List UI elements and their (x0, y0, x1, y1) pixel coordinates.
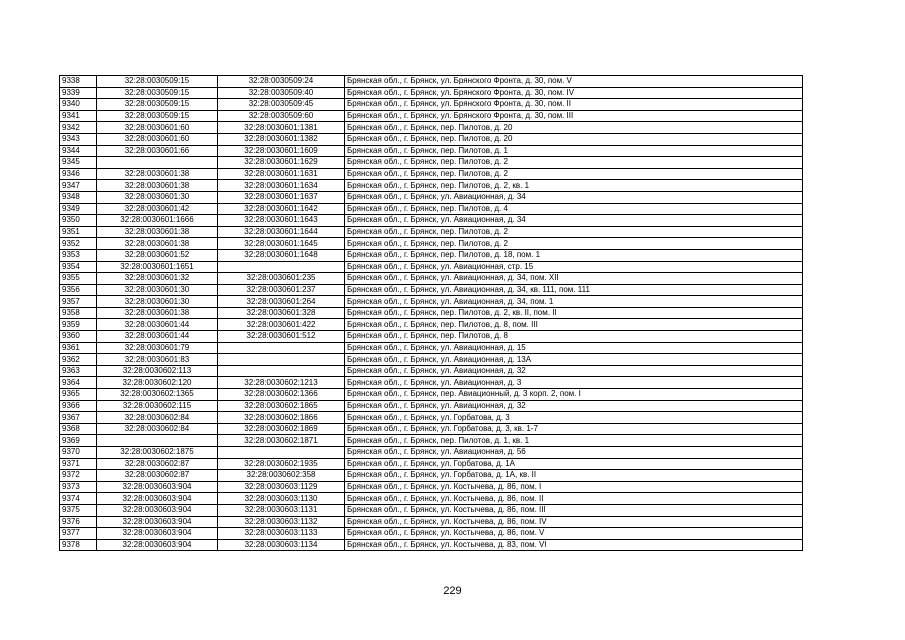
address-cell: Брянская обл., г. Брянск, ул. Авиационная, д. 34, пом. 1 (345, 296, 803, 308)
row-number-cell: 9340 (60, 99, 97, 111)
land-cadastral-number-cell: 32:28:0030603:904 (97, 481, 218, 493)
address-cell: Брянская обл., г. Брянск, ул. Брянского Фронта, д. 30, пом. V (345, 76, 803, 88)
row-number-cell: 9369 (60, 435, 97, 447)
land-cadastral-number-cell: 32:28:0030601:38 (97, 307, 218, 319)
land-cadastral-number-cell (97, 157, 218, 169)
object-cadastral-number-cell: 32:28:0030509:40 (218, 87, 345, 99)
row-number-cell: 9366 (60, 400, 97, 412)
object-cadastral-number-cell: 32:28:0030601:1634 (218, 180, 345, 192)
page-number: 229 (443, 585, 462, 597)
table-row (60, 307, 803, 319)
address-cell: Брянская обл., г. Брянск, пер. Пилотов, д. 2, кв. 1 (345, 180, 803, 192)
row-number-cell: 9354 (60, 261, 97, 273)
land-cadastral-number-cell: 32:28:0030601:60 (97, 133, 218, 145)
row-number-cell: 9338 (60, 76, 97, 88)
table-row (60, 435, 803, 447)
table-row (60, 377, 803, 389)
table-row (60, 284, 803, 296)
land-cadastral-number-cell: 32:28:0030601:52 (97, 249, 218, 261)
land-cadastral-number-cell: 32:28:0030601:79 (97, 342, 218, 354)
land-cadastral-number-cell: 32:28:0030601:38 (97, 180, 218, 192)
object-cadastral-number-cell: 32:28:0030601:237 (218, 284, 345, 296)
address-cell: Брянская обл., г. Брянск, пер. Пилотов, д. 1 (345, 145, 803, 157)
land-cadastral-number-cell: 32:28:0030603:904 (97, 504, 218, 516)
land-cadastral-number-cell: 32:28:0030602:87 (97, 470, 218, 482)
object-cadastral-number-cell: 32:28:0030601:1629 (218, 157, 345, 169)
table-row (60, 157, 803, 169)
address-cell: Брянская обл., г. Брянск, пер. Пилотов, д. 2 (345, 238, 803, 250)
land-cadastral-number-cell: 32:28:0030509:15 (97, 76, 218, 88)
row-number-cell: 9357 (60, 296, 97, 308)
address-cell: Брянская обл., г. Брянск, ул. Авиационная, д. 34 (345, 215, 803, 227)
table-row (60, 319, 803, 331)
table-row (60, 122, 803, 134)
row-number-cell: 9372 (60, 470, 97, 482)
object-cadastral-number-cell: 32:28:0030601:1645 (218, 238, 345, 250)
land-cadastral-number-cell: 32:28:0030602:84 (97, 412, 218, 424)
land-cadastral-number-cell: 32:28:0030602:87 (97, 458, 218, 470)
row-number-cell: 9370 (60, 447, 97, 459)
table-row (60, 342, 803, 354)
address-cell: Брянская обл., г. Брянск, ул. Авиационная, д. 34 (345, 191, 803, 203)
address-cell: Брянская обл., г. Брянск, пер. Пилотов, д. 18, пом. 1 (345, 249, 803, 261)
table-row (60, 133, 803, 145)
object-cadastral-number-cell (218, 354, 345, 366)
object-cadastral-number-cell: 32:28:0030509:45 (218, 99, 345, 111)
table-row (60, 99, 803, 111)
object-cadastral-number-cell: 32:28:0030601:512 (218, 331, 345, 343)
row-number-cell: 9339 (60, 87, 97, 99)
row-number-cell: 9348 (60, 191, 97, 203)
table-row (60, 226, 803, 238)
table-row (60, 180, 803, 192)
table-row (60, 76, 803, 88)
table-row (60, 504, 803, 516)
row-number-cell: 9345 (60, 157, 97, 169)
address-cell: Брянская обл., г. Брянск, ул. Костычева, д. 86, пом. III (345, 504, 803, 516)
address-cell: Брянская обл., г. Брянск, ул. Авиационная, д. 13А (345, 354, 803, 366)
address-cell: Брянская обл., г. Брянск, ул. Костычева, д. 86, пом. I (345, 481, 803, 493)
table-row (60, 528, 803, 540)
land-cadastral-number-cell: 32:28:0030603:904 (97, 539, 218, 551)
table-row (60, 365, 803, 377)
table-row (60, 296, 803, 308)
land-cadastral-number-cell: 32:28:0030601:30 (97, 284, 218, 296)
address-cell: Брянская обл., г. Брянск, ул. Горбатова, д. 1А, кв. II (345, 470, 803, 482)
table-row (60, 354, 803, 366)
address-cell: Брянская обл., г. Брянск, пер. Пилотов, д. 1, кв. 1 (345, 435, 803, 447)
row-number-cell: 9378 (60, 539, 97, 551)
registry-table (59, 75, 803, 551)
table-row (60, 215, 803, 227)
table-row (60, 273, 803, 285)
object-cadastral-number-cell: 32:28:0030601:235 (218, 273, 345, 285)
land-cadastral-number-cell: 32:28:0030603:904 (97, 516, 218, 528)
object-cadastral-number-cell: 32:28:0030601:1637 (218, 191, 345, 203)
address-cell: Брянская обл., г. Брянск, ул. Брянского Фронта, д. 30, пом. IV (345, 87, 803, 99)
row-number-cell: 9351 (60, 226, 97, 238)
address-cell: Брянская обл., г. Брянск, пер. Авиационный, д. 3 корп. 2, пом. I (345, 389, 803, 401)
row-number-cell: 9349 (60, 203, 97, 215)
table-row (60, 261, 803, 273)
land-cadastral-number-cell: 32:28:0030603:904 (97, 528, 218, 540)
object-cadastral-number-cell: 32:28:0030603:1130 (218, 493, 345, 505)
land-cadastral-number-cell: 32:28:0030601:30 (97, 296, 218, 308)
object-cadastral-number-cell: 32:28:0030603:1129 (218, 481, 345, 493)
row-number-cell: 9363 (60, 365, 97, 377)
table-row (60, 458, 803, 470)
object-cadastral-number-cell: 32:28:0030602:1935 (218, 458, 345, 470)
object-cadastral-number-cell: 32:28:0030602:1865 (218, 400, 345, 412)
row-number-cell: 9362 (60, 354, 97, 366)
land-cadastral-number-cell: 32:28:0030601:38 (97, 168, 218, 180)
address-cell: Брянская обл., г. Брянск, пер. Пилотов, д. 2, кв. II, пом. II (345, 307, 803, 319)
row-number-cell: 9374 (60, 493, 97, 505)
object-cadastral-number-cell (218, 447, 345, 459)
address-cell: Брянская обл., г. Брянск, ул. Горбатова, д. 3, кв. 1-7 (345, 423, 803, 435)
land-cadastral-number-cell: 32:28:0030602:1365 (97, 389, 218, 401)
address-cell: Брянская обл., г. Брянск, ул. Авиационная, стр. 15 (345, 261, 803, 273)
table-row (60, 481, 803, 493)
object-cadastral-number-cell: 32:28:0030603:1133 (218, 528, 345, 540)
address-cell: Брянская обл., г. Брянск, пер. Пилотов, д. 2 (345, 226, 803, 238)
address-cell: Брянская обл., г. Брянск, пер. Пилотов, д. 8 (345, 331, 803, 343)
address-cell: Брянская обл., г. Брянск, пер. Пилотов, д. 8, пом. III (345, 319, 803, 331)
row-number-cell: 9341 (60, 110, 97, 122)
address-cell: Брянская обл., г. Брянск, ул. Авиационная, д. 32 (345, 400, 803, 412)
land-cadastral-number-cell: 32:28:0030602:84 (97, 423, 218, 435)
object-cadastral-number-cell (218, 261, 345, 273)
address-cell: Брянская обл., г. Брянск, ул. Горбатова, д. 3 (345, 412, 803, 424)
address-cell: Брянская обл., г. Брянск, ул. Брянского Фронта, д. 30, пом. II (345, 99, 803, 111)
address-cell: Брянская обл., г. Брянск, ул. Горбатова, д. 1А (345, 458, 803, 470)
table-row (60, 389, 803, 401)
table-row (60, 110, 803, 122)
row-number-cell: 9343 (60, 133, 97, 145)
land-cadastral-number-cell: 32:28:0030601:38 (97, 226, 218, 238)
table-row (60, 87, 803, 99)
land-cadastral-number-cell: 32:28:0030603:904 (97, 493, 218, 505)
land-cadastral-number-cell: 32:28:0030601:83 (97, 354, 218, 366)
address-cell: Брянская обл., г. Брянск, пер. Пилотов, д. 20 (345, 133, 803, 145)
table-row (60, 412, 803, 424)
row-number-cell: 9368 (60, 423, 97, 435)
row-number-cell: 9347 (60, 180, 97, 192)
row-number-cell: 9365 (60, 389, 97, 401)
row-number-cell: 9358 (60, 307, 97, 319)
land-cadastral-number-cell: 32:28:0030601:66 (97, 145, 218, 157)
land-cadastral-number-cell: 32:28:0030601:32 (97, 273, 218, 285)
land-cadastral-number-cell: 32:28:0030601:30 (97, 191, 218, 203)
land-cadastral-number-cell: 32:28:0030601:38 (97, 238, 218, 250)
address-cell: Брянская обл., г. Брянск, ул. Авиационная, д. 15 (345, 342, 803, 354)
row-number-cell: 9376 (60, 516, 97, 528)
object-cadastral-number-cell: 32:28:0030602:1366 (218, 389, 345, 401)
land-cadastral-number-cell: 32:28:0030601:1651 (97, 261, 218, 273)
object-cadastral-number-cell: 32:28:0030509:60 (218, 110, 345, 122)
address-cell: Брянская обл., г. Брянск, ул. Авиационная, д. 56 (345, 447, 803, 459)
object-cadastral-number-cell: 32:28:0030601:1643 (218, 215, 345, 227)
address-cell: Брянская обл., г. Брянск, пер. Пилотов, д. 2 (345, 168, 803, 180)
object-cadastral-number-cell: 32:28:0030601:1648 (218, 249, 345, 261)
table-row (60, 191, 803, 203)
object-cadastral-number-cell: 32:28:0030601:422 (218, 319, 345, 331)
land-cadastral-number-cell: 32:28:0030509:15 (97, 87, 218, 99)
object-cadastral-number-cell: 32:28:0030602:1869 (218, 423, 345, 435)
address-cell: Брянская обл., г. Брянск, ул. Костычева, д. 86, пом. IV (345, 516, 803, 528)
row-number-cell: 9346 (60, 168, 97, 180)
object-cadastral-number-cell: 32:28:0030601:1644 (218, 226, 345, 238)
table-row (60, 203, 803, 215)
object-cadastral-number-cell: 32:28:0030602:1213 (218, 377, 345, 389)
address-cell: Брянская обл., г. Брянск, пер. Пилотов, д. 4 (345, 203, 803, 215)
land-cadastral-number-cell: 32:28:0030601:42 (97, 203, 218, 215)
land-cadastral-number-cell: 32:28:0030602:120 (97, 377, 218, 389)
row-number-cell: 9373 (60, 481, 97, 493)
row-number-cell: 9353 (60, 249, 97, 261)
object-cadastral-number-cell: 32:28:0030603:1134 (218, 539, 345, 551)
object-cadastral-number-cell: 32:28:0030603:1132 (218, 516, 345, 528)
table-row (60, 400, 803, 412)
address-cell: Брянская обл., г. Брянск, ул. Авиационная, д. 32 (345, 365, 803, 377)
address-cell: Брянская обл., г. Брянск, ул. Авиационная, д. 34, пом. XII (345, 273, 803, 285)
row-number-cell: 9352 (60, 238, 97, 250)
address-cell: Брянская обл., г. Брянск, ул. Брянского Фронта, д. 30, пом. III (345, 110, 803, 122)
address-cell: Брянская обл., г. Брянск, пер. Пилотов, д. 2 (345, 157, 803, 169)
object-cadastral-number-cell: 32:28:0030601:1382 (218, 133, 345, 145)
object-cadastral-number-cell: 32:28:0030603:1131 (218, 504, 345, 516)
table-row (60, 470, 803, 482)
object-cadastral-number-cell: 32:28:0030601:328 (218, 307, 345, 319)
row-number-cell: 9344 (60, 145, 97, 157)
row-number-cell: 9364 (60, 377, 97, 389)
table-row (60, 447, 803, 459)
address-cell: Брянская обл., г. Брянск, ул. Костычева, д. 86, пом. V (345, 528, 803, 540)
table-row (60, 493, 803, 505)
object-cadastral-number-cell (218, 342, 345, 354)
object-cadastral-number-cell: 32:28:0030601:1381 (218, 122, 345, 134)
table-row (60, 145, 803, 157)
object-cadastral-number-cell: 32:28:0030601:1631 (218, 168, 345, 180)
table-row (60, 516, 803, 528)
object-cadastral-number-cell: 32:28:0030602:1866 (218, 412, 345, 424)
table-row (60, 238, 803, 250)
land-cadastral-number-cell: 32:28:0030601:44 (97, 319, 218, 331)
row-number-cell: 9367 (60, 412, 97, 424)
land-cadastral-number-cell: 32:28:0030509:15 (97, 99, 218, 111)
object-cadastral-number-cell: 32:28:0030601:264 (218, 296, 345, 308)
land-cadastral-number-cell: 32:28:0030602:113 (97, 365, 218, 377)
land-cadastral-number-cell: 32:28:0030602:1875 (97, 447, 218, 459)
land-cadastral-number-cell: 32:28:0030601:1666 (97, 215, 218, 227)
address-cell: Брянская обл., г. Брянск, ул. Авиационная, д. 3 (345, 377, 803, 389)
row-number-cell: 9360 (60, 331, 97, 343)
row-number-cell: 9371 (60, 458, 97, 470)
address-cell: Брянская обл., г. Брянск, ул. Костычева, д. 83, пом. VI (345, 539, 803, 551)
land-cadastral-number-cell: 32:28:0030602:115 (97, 400, 218, 412)
row-number-cell: 9355 (60, 273, 97, 285)
table-row (60, 539, 803, 551)
object-cadastral-number-cell: 32:28:0030601:1642 (218, 203, 345, 215)
table-row (60, 249, 803, 261)
object-cadastral-number-cell: 32:28:0030601:1609 (218, 145, 345, 157)
land-cadastral-number-cell: 32:28:0030509:15 (97, 110, 218, 122)
table-row (60, 168, 803, 180)
land-cadastral-number-cell (97, 435, 218, 447)
address-cell: Брянская обл., г. Брянск, пер. Пилотов, д. 20 (345, 122, 803, 134)
row-number-cell: 9342 (60, 122, 97, 134)
table-row (60, 423, 803, 435)
table-row (60, 331, 803, 343)
address-cell: Брянская обл., г. Брянск, ул. Авиационная, д. 34, кв. 111, пом. 111 (345, 284, 803, 296)
object-cadastral-number-cell: 32:28:0030602:358 (218, 470, 345, 482)
object-cadastral-number-cell: 32:28:0030509:24 (218, 76, 345, 88)
row-number-cell: 9377 (60, 528, 97, 540)
object-cadastral-number-cell (218, 365, 345, 377)
row-number-cell: 9359 (60, 319, 97, 331)
row-number-cell: 9350 (60, 215, 97, 227)
land-cadastral-number-cell: 32:28:0030601:60 (97, 122, 218, 134)
land-cadastral-number-cell: 32:28:0030601:44 (97, 331, 218, 343)
row-number-cell: 9361 (60, 342, 97, 354)
registry-table-body (60, 76, 803, 551)
row-number-cell: 9375 (60, 504, 97, 516)
row-number-cell: 9356 (60, 284, 97, 296)
object-cadastral-number-cell: 32:28:0030602:1871 (218, 435, 345, 447)
address-cell: Брянская обл., г. Брянск, ул. Костычева, д. 86, пом. II (345, 493, 803, 505)
